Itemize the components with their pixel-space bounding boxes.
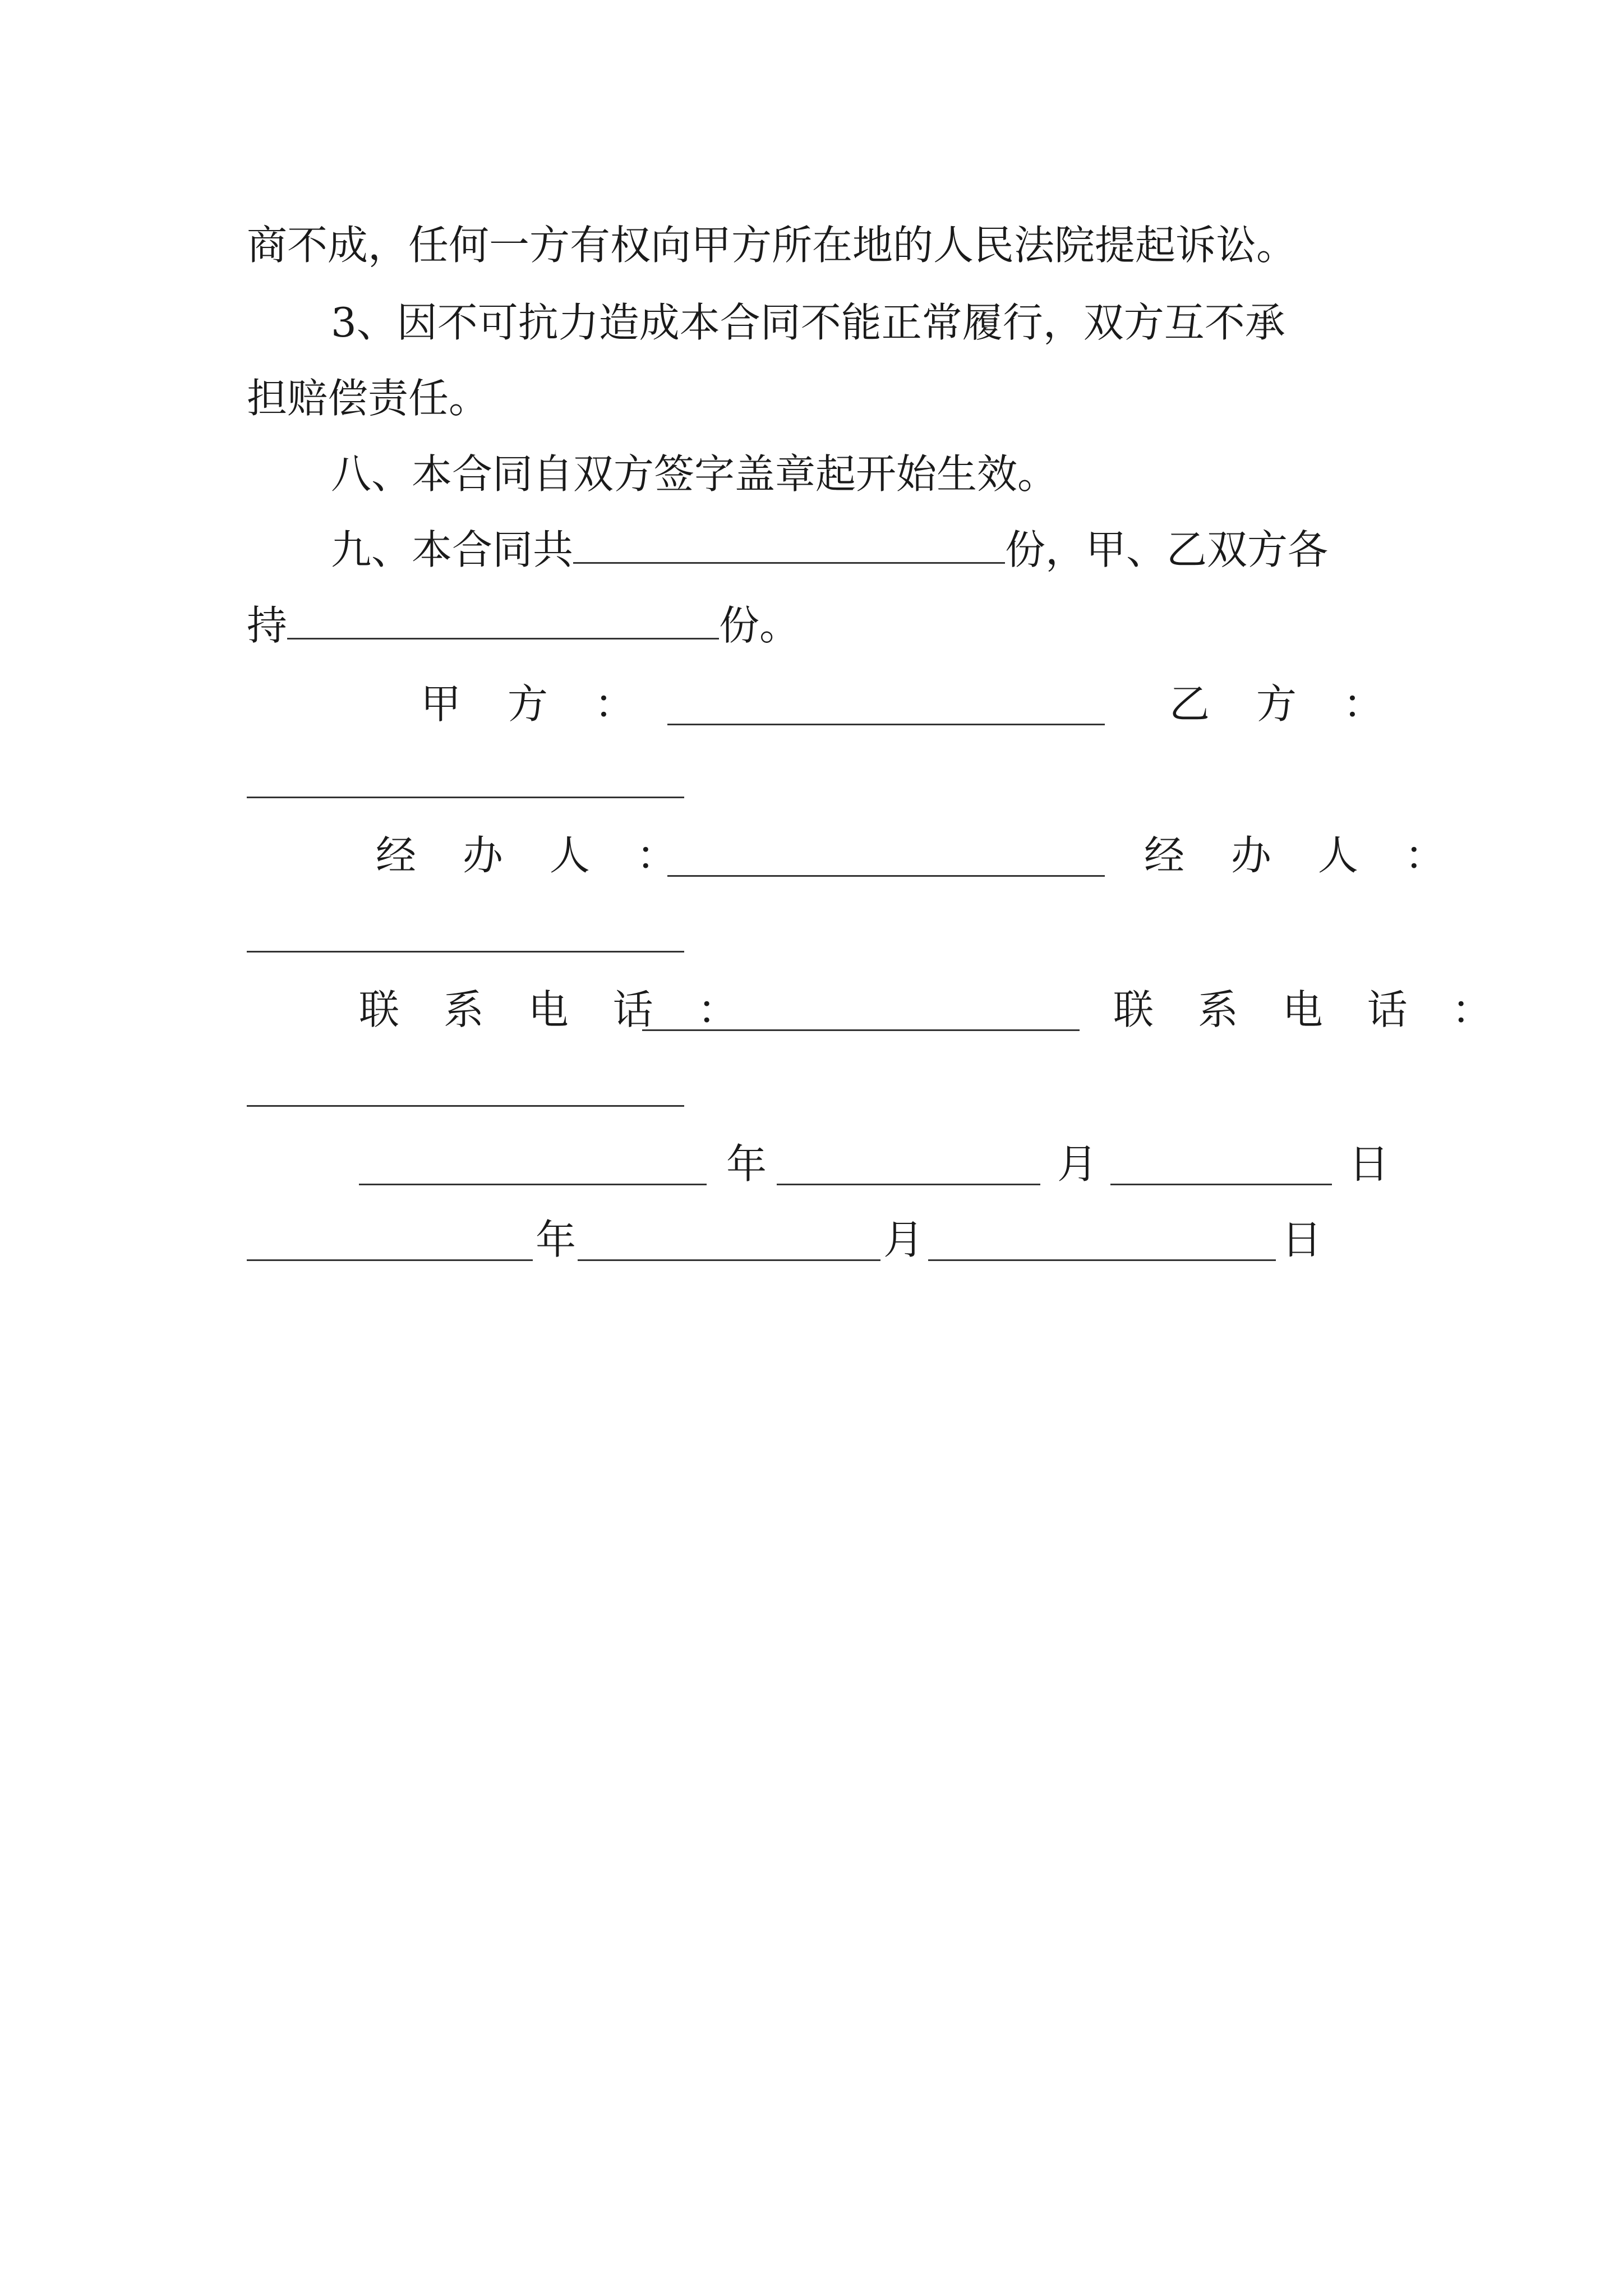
date-b-day-blank[interactable] [928, 1259, 1276, 1261]
copies-total-blank[interactable] [573, 528, 1005, 564]
phone-a-label [359, 979, 754, 1041]
date-a-year-label [726, 1133, 767, 1195]
phone-b-blank[interactable] [247, 1105, 684, 1107]
handler-a-blank[interactable] [667, 875, 1105, 877]
copies-each-text: 持 [247, 602, 288, 649]
date-a-month-text: 月 [1057, 1140, 1098, 1188]
party-b-label [1169, 673, 1400, 735]
date-a-year-blank[interactable] [359, 1184, 707, 1185]
paragraph-line [247, 214, 1297, 276]
dispute-clause-text: 商不成，任何一方有权向甲方所在地的人民法院提起诉讼。 [247, 222, 1297, 269]
paragraph-line [331, 292, 1285, 353]
handler-b-label [1144, 825, 1462, 886]
party-a-label-text: 甲 方 ： [421, 680, 652, 728]
date-a-month-blank[interactable] [777, 1184, 1040, 1185]
copies-each-text-2: 份。 [719, 602, 800, 649]
date-b-year-text: 年 [536, 1216, 577, 1263]
date-b-month-label [883, 1209, 924, 1271]
date-b-day-text: 日 [1281, 1216, 1322, 1263]
date-a-day-blank[interactable] [1110, 1184, 1332, 1185]
force-majeure-text: 3、因不可抗力造成本合同不能正常履行，双方互不承 [331, 299, 1285, 346]
copies-clause-text: 九、本合同共 [331, 526, 574, 573]
date-a-day-text: 日 [1349, 1140, 1390, 1188]
force-majeure-text-cont: 担赔偿责任。 [247, 375, 490, 422]
paragraph-line [247, 595, 800, 656]
party-b-label-text: 乙 方 ： [1169, 680, 1400, 728]
phone-a-label-text: 联 系 电 话 ： [359, 986, 754, 1033]
effective-clause-text: 八、本合同自双方签字盖章起开始生效。 [331, 450, 1058, 498]
party-a-label [421, 673, 652, 735]
copies-clause-text-2: 份，甲、乙双方各 [1005, 526, 1329, 573]
date-b-day-label [1281, 1209, 1322, 1271]
copies-each-blank[interactable] [287, 604, 719, 639]
party-b-blank[interactable] [247, 797, 684, 798]
phone-a-blank[interactable] [642, 1029, 1080, 1031]
date-a-day-label [1349, 1133, 1389, 1195]
date-b-year-label [536, 1209, 576, 1271]
handler-b-blank[interactable] [247, 951, 684, 953]
phone-b-label [1113, 979, 1508, 1041]
party-a-blank[interactable] [667, 724, 1105, 725]
paragraph-line [247, 367, 489, 429]
paragraph-line [331, 519, 1328, 581]
handler-a-label [376, 825, 694, 886]
paragraph-line [331, 443, 1058, 505]
date-b-month-blank[interactable] [578, 1259, 880, 1261]
date-a-month-label [1057, 1133, 1098, 1195]
handler-b-label-text: 经 办 人 ： [1144, 832, 1462, 879]
handler-a-label-text: 经 办 人 ： [376, 832, 694, 879]
date-b-month-text: 月 [883, 1216, 924, 1263]
phone-b-label-text: 联 系 电 话 ： [1113, 986, 1508, 1033]
date-a-year-text: 年 [726, 1140, 767, 1188]
date-b-year-blank[interactable] [247, 1259, 533, 1261]
